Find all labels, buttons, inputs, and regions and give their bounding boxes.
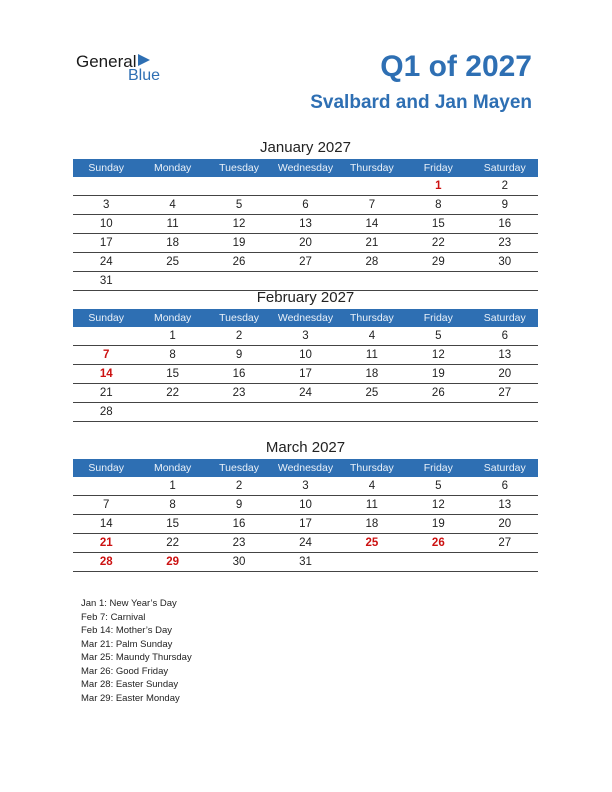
day-cell: 7 bbox=[73, 346, 139, 365]
week-row bbox=[73, 496, 538, 515]
holiday-item: Jan 1: New Year’s Day bbox=[81, 598, 177, 609]
day-cell bbox=[73, 327, 139, 346]
weekday-header: Saturday bbox=[472, 309, 538, 327]
page-title: Q1 of 2027 bbox=[380, 50, 532, 83]
day-cell: 9 bbox=[206, 496, 272, 515]
weekday-header: Thursday bbox=[339, 459, 405, 477]
month-calendar bbox=[73, 309, 538, 422]
day-cell bbox=[139, 177, 205, 196]
day-cell: 21 bbox=[339, 234, 405, 253]
day-cell: 10 bbox=[73, 215, 139, 234]
day-cell: 16 bbox=[206, 515, 272, 534]
day-cell: 27 bbox=[472, 534, 538, 553]
day-cell: 30 bbox=[472, 253, 538, 272]
day-cell: 24 bbox=[73, 253, 139, 272]
day-cell: 21 bbox=[73, 534, 139, 553]
holiday-item: Feb 7: Carnival bbox=[81, 611, 146, 623]
day-cell bbox=[272, 177, 338, 196]
day-cell: 14 bbox=[339, 215, 405, 234]
weekday-header: Friday bbox=[405, 459, 471, 477]
day-cell: 6 bbox=[472, 327, 538, 346]
day-cell: 2 bbox=[206, 327, 272, 346]
day-cell: 28 bbox=[339, 253, 405, 272]
day-cell: 7 bbox=[73, 496, 139, 515]
day-cell: 11 bbox=[339, 496, 405, 515]
week-row bbox=[73, 253, 538, 272]
day-cell: 24 bbox=[272, 384, 338, 403]
holiday-item: Mar 28: Easter Sunday bbox=[81, 679, 179, 690]
day-cell: 22 bbox=[139, 534, 205, 553]
day-cell: 15 bbox=[139, 515, 205, 534]
weekday-header: Sunday bbox=[73, 159, 139, 177]
day-cell: 19 bbox=[405, 515, 471, 534]
logo-blue-text: Blue bbox=[128, 67, 161, 84]
day-cell: 7 bbox=[339, 196, 405, 215]
day-cell bbox=[73, 177, 139, 196]
day-cell: 1 bbox=[139, 477, 205, 496]
day-cell: 25 bbox=[139, 253, 205, 272]
day-cell: 11 bbox=[339, 346, 405, 365]
day-cell: 8 bbox=[139, 496, 205, 515]
day-cell: 4 bbox=[339, 327, 405, 346]
weekday-header: Wednesday bbox=[272, 159, 338, 177]
day-cell: 5 bbox=[405, 327, 471, 346]
weekday-header: Friday bbox=[405, 159, 471, 177]
month-title: January 2027 bbox=[260, 139, 351, 156]
week-row bbox=[73, 403, 538, 422]
day-cell: 30 bbox=[206, 553, 272, 572]
month-calendar bbox=[73, 159, 538, 291]
day-cell: 4 bbox=[339, 477, 405, 496]
holiday-item: Mar 29: Easter Monday bbox=[81, 692, 180, 704]
day-cell: 24 bbox=[272, 534, 338, 553]
weekday-header: Friday bbox=[405, 309, 471, 327]
day-cell: 21 bbox=[73, 384, 139, 403]
holiday-item: Mar 21: Palm Sunday bbox=[81, 638, 173, 650]
week-row bbox=[73, 215, 538, 234]
week-row bbox=[73, 234, 538, 253]
month-block bbox=[73, 437, 538, 572]
day-cell: 18 bbox=[339, 365, 405, 384]
day-cell: 1 bbox=[139, 327, 205, 346]
day-cell: 17 bbox=[272, 515, 338, 534]
day-cell: 20 bbox=[472, 365, 538, 384]
day-cell bbox=[405, 553, 471, 572]
weekday-header: Tuesday bbox=[206, 159, 272, 177]
day-cell: 17 bbox=[272, 365, 338, 384]
day-cell: 14 bbox=[73, 365, 139, 384]
day-cell: 10 bbox=[272, 496, 338, 515]
day-cell bbox=[73, 477, 139, 496]
week-row bbox=[73, 327, 538, 346]
day-cell: 23 bbox=[206, 534, 272, 553]
day-cell: 8 bbox=[139, 346, 205, 365]
weekday-header: Sunday bbox=[73, 459, 139, 477]
month-block bbox=[73, 287, 538, 422]
weekday-header: Tuesday bbox=[206, 459, 272, 477]
day-cell: 23 bbox=[472, 234, 538, 253]
weekday-header: Tuesday bbox=[206, 309, 272, 327]
country-subtitle: Svalbard and Jan Mayen bbox=[310, 92, 532, 113]
day-cell bbox=[339, 177, 405, 196]
day-cell bbox=[472, 403, 538, 422]
day-cell: 15 bbox=[405, 215, 471, 234]
month-title: March 2027 bbox=[265, 439, 346, 456]
weekday-header: Monday bbox=[139, 159, 205, 177]
day-cell: 31 bbox=[272, 553, 338, 572]
day-cell: 6 bbox=[472, 477, 538, 496]
day-cell: 9 bbox=[472, 196, 538, 215]
month-calendar bbox=[73, 459, 538, 572]
day-cell: 25 bbox=[339, 384, 405, 403]
weekday-header: Sunday bbox=[73, 309, 139, 327]
day-cell bbox=[339, 553, 405, 572]
weekday-header: Monday bbox=[139, 309, 205, 327]
logo-general-text: General bbox=[76, 52, 137, 71]
day-cell: 27 bbox=[472, 384, 538, 403]
day-cell: 13 bbox=[472, 346, 538, 365]
day-cell: 20 bbox=[472, 515, 538, 534]
day-cell: 28 bbox=[73, 553, 139, 572]
day-cell: 17 bbox=[73, 234, 139, 253]
week-row bbox=[73, 477, 538, 496]
day-cell: 3 bbox=[272, 327, 338, 346]
day-cell: 5 bbox=[206, 196, 272, 215]
day-cell: 11 bbox=[139, 215, 205, 234]
week-row bbox=[73, 515, 538, 534]
day-cell bbox=[139, 403, 205, 422]
weekday-header: Thursday bbox=[339, 309, 405, 327]
month-title: February 2027 bbox=[256, 289, 355, 306]
day-cell: 18 bbox=[339, 515, 405, 534]
day-cell: 18 bbox=[139, 234, 205, 253]
day-cell: 26 bbox=[206, 253, 272, 272]
day-cell: 9 bbox=[206, 346, 272, 365]
holiday-item: Mar 26: Good Friday bbox=[81, 665, 169, 677]
day-cell: 4 bbox=[139, 196, 205, 215]
week-row bbox=[73, 384, 538, 403]
week-row bbox=[73, 553, 538, 572]
weekday-header: Saturday bbox=[472, 159, 538, 177]
day-cell: 23 bbox=[206, 384, 272, 403]
day-cell: 22 bbox=[405, 234, 471, 253]
day-cell: 1 bbox=[405, 177, 471, 196]
holiday-item: Feb 14: Mother’s Day bbox=[81, 625, 172, 636]
day-cell bbox=[272, 403, 338, 422]
day-cell bbox=[405, 403, 471, 422]
day-cell: 5 bbox=[405, 477, 471, 496]
day-cell bbox=[472, 553, 538, 572]
day-cell: 6 bbox=[272, 196, 338, 215]
week-row bbox=[73, 346, 538, 365]
month-block bbox=[73, 137, 538, 291]
week-row bbox=[73, 365, 538, 384]
weekday-header: Thursday bbox=[339, 159, 405, 177]
day-cell bbox=[206, 177, 272, 196]
day-cell bbox=[206, 403, 272, 422]
weekday-header: Saturday bbox=[472, 459, 538, 477]
day-cell: 19 bbox=[206, 234, 272, 253]
holiday-item: Mar 25: Maundy Thursday bbox=[81, 652, 192, 663]
week-row bbox=[73, 196, 538, 215]
day-cell: 28 bbox=[73, 403, 139, 422]
day-cell: 12 bbox=[405, 496, 471, 515]
day-cell: 29 bbox=[139, 553, 205, 572]
weekday-header: Wednesday bbox=[272, 309, 338, 327]
logo-flag-icon bbox=[138, 54, 150, 66]
week-row bbox=[73, 534, 538, 553]
day-cell: 2 bbox=[472, 177, 538, 196]
day-cell: 14 bbox=[73, 515, 139, 534]
day-cell: 27 bbox=[272, 253, 338, 272]
day-cell: 12 bbox=[405, 346, 471, 365]
day-cell: 20 bbox=[272, 234, 338, 253]
day-cell: 8 bbox=[405, 196, 471, 215]
day-cell: 16 bbox=[472, 215, 538, 234]
day-cell: 25 bbox=[339, 534, 405, 553]
day-cell: 31 bbox=[73, 272, 139, 291]
day-cell: 26 bbox=[405, 384, 471, 403]
day-cell: 16 bbox=[206, 365, 272, 384]
day-cell: 15 bbox=[139, 365, 205, 384]
day-cell: 13 bbox=[272, 215, 338, 234]
day-cell bbox=[339, 403, 405, 422]
day-cell: 19 bbox=[405, 365, 471, 384]
day-cell: 12 bbox=[206, 215, 272, 234]
weekday-header: Monday bbox=[139, 459, 205, 477]
day-cell: 3 bbox=[272, 477, 338, 496]
day-cell: 22 bbox=[139, 384, 205, 403]
day-cell: 10 bbox=[272, 346, 338, 365]
day-cell: 2 bbox=[206, 477, 272, 496]
day-cell: 13 bbox=[472, 496, 538, 515]
day-cell: 26 bbox=[405, 534, 471, 553]
weekday-header: Wednesday bbox=[272, 459, 338, 477]
day-cell: 3 bbox=[73, 196, 139, 215]
week-row bbox=[73, 177, 538, 196]
holiday-list bbox=[81, 597, 192, 705]
day-cell: 29 bbox=[405, 253, 471, 272]
